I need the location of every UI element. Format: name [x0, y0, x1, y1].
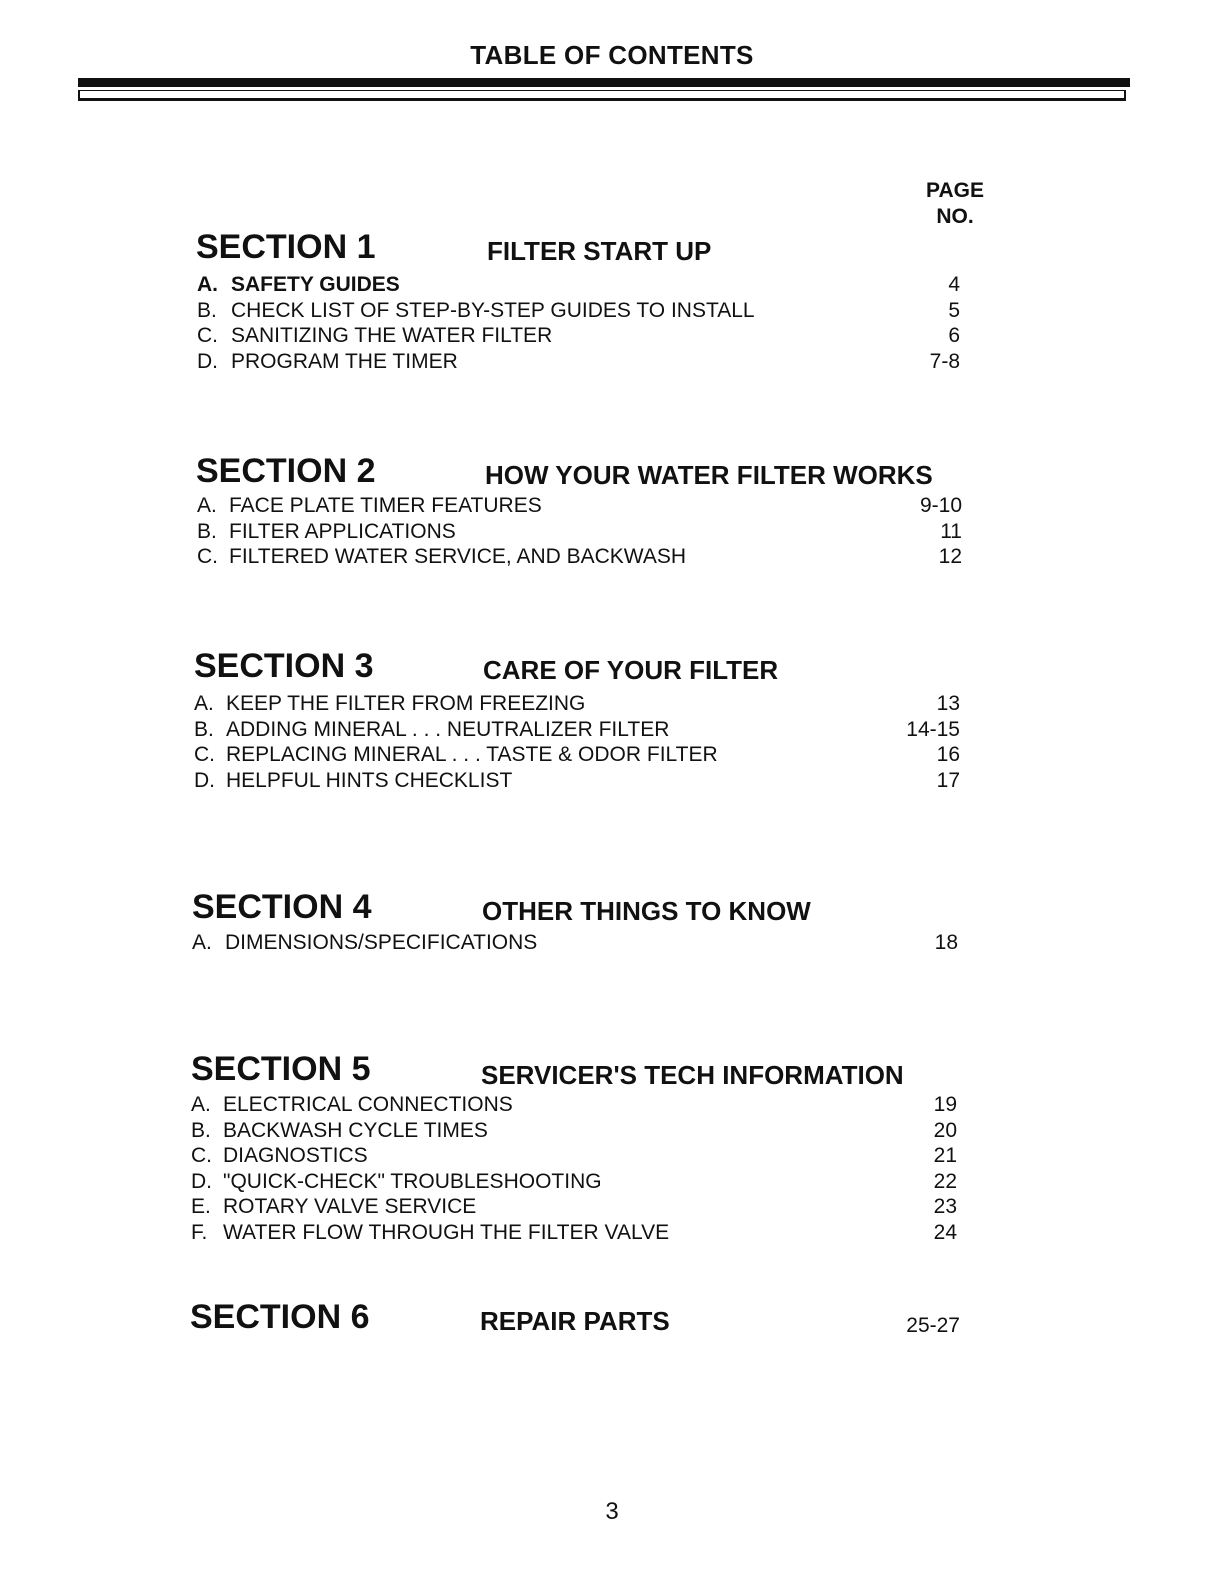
entry-text: FILTER APPLICATIONS — [229, 519, 456, 543]
entry-page-number: 18 — [934, 931, 958, 954]
section-name: HOW YOUR WATER FILTER WORKS — [485, 460, 933, 490]
section-number: SECTION 6 — [190, 1298, 370, 1336]
entry-page-number: 13 — [936, 692, 960, 715]
page-no-header-line2: NO. — [936, 205, 974, 228]
entry-letter: A. — [191, 1093, 211, 1116]
section-entries — [0, 930, 1224, 956]
section-number: SECTION 4 — [192, 888, 372, 926]
entry-text: HELPFUL HINTS CHECKLIST — [226, 768, 513, 792]
section-entries — [0, 691, 1224, 793]
entry-letter: E. — [191, 1195, 211, 1218]
entry-text: ADDING MINERAL . . . NEUTRALIZER FILTER — [226, 717, 670, 741]
entry-text: BACKWASH CYCLE TIMES — [223, 1118, 488, 1142]
toc-entry — [0, 930, 1224, 956]
toc-entry — [0, 544, 1224, 570]
toc-entry — [0, 717, 1224, 743]
toc-entry — [0, 349, 1224, 375]
entry-text: DIAGNOSTICS — [223, 1144, 368, 1167]
entry-letter: C. — [191, 1144, 212, 1167]
entry-page-number: 11 — [940, 519, 962, 543]
section-entries — [0, 1092, 1224, 1245]
entry-letter: A. — [197, 494, 217, 517]
section-title-row — [0, 452, 1224, 492]
section-6 — [0, 1298, 1224, 1338]
section-title-row — [0, 647, 1224, 687]
toc-entry — [0, 1118, 1224, 1144]
page-no-header-line1: PAGE — [926, 179, 984, 202]
entry-letter: B. — [191, 1118, 211, 1142]
section-name: SERVICER'S TECH INFORMATION — [481, 1060, 904, 1090]
entry-page-number: 9-10 — [919, 494, 962, 517]
toc-entry — [0, 691, 1224, 717]
toc-entry — [0, 768, 1224, 794]
section-number: SECTION 2 — [196, 452, 376, 490]
section-title-row — [0, 1298, 1224, 1338]
section-number: SECTION 5 — [191, 1050, 371, 1088]
entry-letter: B. — [197, 298, 217, 322]
entry-letter: D. — [194, 768, 215, 792]
entry-letter: C. — [197, 324, 218, 347]
entry-page-number: 23 — [933, 1195, 957, 1218]
entry-letter: A. — [192, 931, 212, 954]
entry-letter: D. — [191, 1169, 212, 1193]
section-number: SECTION 3 — [194, 647, 374, 685]
entry-page-number: 21 — [933, 1144, 957, 1167]
entry-letter: A. — [197, 273, 218, 296]
section-name: REPAIR PARTS — [480, 1306, 670, 1336]
entry-page-number: 22 — [933, 1169, 957, 1193]
section-5 — [0, 1050, 1224, 1244]
page-title: TABLE OF CONTENTS — [470, 40, 754, 70]
section-entries — [0, 272, 1224, 374]
entry-text: WATER FLOW THROUGH THE FILTER VALVE — [223, 1220, 670, 1244]
entry-page-number: 24 — [933, 1220, 957, 1244]
entry-text: FILTERED WATER SERVICE, AND BACKWASH — [229, 545, 687, 568]
entry-letter: C. — [194, 743, 215, 766]
entry-text: PROGRAM THE TIMER — [231, 349, 458, 373]
entry-text: SANITIZING THE WATER FILTER — [231, 324, 553, 347]
entry-page-number: 19 — [933, 1093, 957, 1116]
entry-letter: C. — [197, 545, 218, 568]
heading-rule-box — [78, 90, 1126, 101]
entry-page-number: 20 — [933, 1118, 957, 1142]
toc-entry — [0, 493, 1224, 519]
toc-entry — [0, 298, 1224, 324]
section-4 — [0, 888, 1224, 954]
entry-page-number: 14-15 — [906, 717, 960, 741]
section-2 — [0, 452, 1224, 568]
entry-letter: F. — [191, 1220, 208, 1244]
page-number: 3 — [605, 1498, 619, 1525]
entry-page-number: 7-8 — [929, 349, 960, 373]
toc-entry — [0, 1194, 1224, 1220]
entry-letter: B. — [194, 717, 214, 741]
entry-page-number: 16 — [936, 743, 960, 766]
toc-entry — [0, 323, 1224, 349]
toc-entry — [0, 272, 1224, 298]
entry-text: KEEP THE FILTER FROM FREEZING — [226, 692, 586, 715]
entry-text: REPLACING MINERAL . . . TASTE & ODOR FILTER — [226, 743, 718, 766]
section-name: FILTER START UP — [487, 236, 712, 266]
entry-text: "QUICK-CHECK" TROUBLESHOOTING — [223, 1169, 602, 1193]
section-1 — [0, 228, 1224, 373]
entry-page-number: 17 — [936, 768, 960, 792]
entry-text: ROTARY VALVE SERVICE — [223, 1195, 477, 1218]
toc-entry — [0, 1092, 1224, 1118]
entry-page-number: 4 — [948, 273, 960, 296]
section-number: SECTION 1 — [196, 228, 376, 266]
entry-text: SAFETY GUIDES — [231, 273, 400, 296]
entry-letter: A. — [194, 692, 214, 715]
page-no-column-header — [905, 178, 1005, 230]
section-title-row — [0, 1050, 1224, 1090]
section-title-row — [0, 888, 1224, 928]
entry-text: FACE PLATE TIMER FEATURES — [229, 494, 542, 517]
entry-text: ELECTRICAL CONNECTIONS — [223, 1093, 513, 1116]
section-entries — [0, 493, 1224, 570]
section-title-row — [0, 228, 1224, 268]
entry-page-number: 6 — [948, 324, 960, 347]
heading-rule-thick — [78, 78, 1130, 87]
toc-entry — [0, 519, 1224, 545]
section-name: OTHER THINGS TO KNOW — [482, 896, 811, 926]
toc-entry — [0, 1220, 1224, 1246]
entry-text: DIMENSIONS/SPECIFICATIONS — [225, 931, 538, 954]
toc-entry — [0, 1169, 1224, 1195]
section-name: CARE OF YOUR FILTER — [483, 655, 779, 685]
entry-text: CHECK LIST OF STEP-BY-STEP GUIDES TO INSTALL — [231, 298, 755, 322]
entry-page-number: 12 — [938, 545, 962, 568]
toc-entry — [0, 1143, 1224, 1169]
entry-letter: D. — [197, 349, 218, 373]
entry-letter: B. — [197, 519, 217, 543]
toc-entry — [0, 742, 1224, 768]
section-page-number: 25-27 — [906, 1314, 960, 1337]
entry-page-number: 5 — [948, 298, 960, 322]
section-3 — [0, 647, 1224, 792]
